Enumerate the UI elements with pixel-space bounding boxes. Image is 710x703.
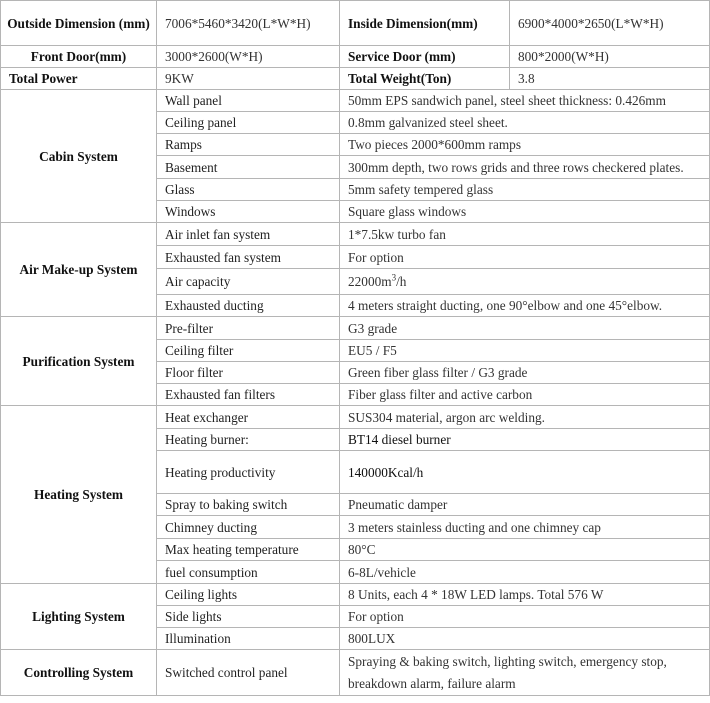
row-label: Ceiling panel xyxy=(157,112,340,134)
row-label: Heating productivity xyxy=(157,451,340,494)
table-row xyxy=(1,223,710,246)
service-door-label: Service Door (mm) xyxy=(340,46,510,68)
row-value: SUS304 material, argon arc welding. xyxy=(340,406,710,429)
row-label: Heating burner: xyxy=(157,429,340,451)
row-value: G3 grade xyxy=(340,317,710,340)
row-value: 140000Kcal/h xyxy=(340,451,710,494)
row-value: Pneumatic damper xyxy=(340,494,710,516)
air-capacity-exponent: 3 xyxy=(391,272,397,283)
row-label: Exhausted fan system xyxy=(157,246,340,269)
row-value: For option xyxy=(340,606,710,628)
section-title-heating: Heating System xyxy=(1,406,157,584)
row-value: 80°C xyxy=(340,539,710,561)
inside-dimension-value: 6900*4000*2650(L*W*H) xyxy=(510,1,710,46)
row-value: 0.8mm galvanized steel sheet. xyxy=(340,112,710,134)
table-row xyxy=(1,46,710,68)
row-label: Exhausted ducting xyxy=(157,295,340,317)
row-label: Ramps xyxy=(157,134,340,156)
row-value: Square glass windows xyxy=(340,201,710,223)
row-label: Max heating temperature xyxy=(157,539,340,561)
section-title-lighting: Lighting System xyxy=(1,584,157,650)
row-value: Spraying & baking switch, lighting switch, emergency stop, breakdown alarm, failure alarm xyxy=(340,650,710,696)
section-title-cabin: Cabin System xyxy=(1,90,157,223)
row-label: Windows xyxy=(157,201,340,223)
table-row xyxy=(1,1,710,46)
row-value: 1*7.5kw turbo fan xyxy=(340,223,710,246)
table-row xyxy=(1,90,710,112)
row-label: Wall panel xyxy=(157,90,340,112)
front-door-label: Front Door(mm) xyxy=(1,46,157,68)
row-value: 300mm depth, two rows grids and three rows checkered plates. xyxy=(340,156,710,179)
row-value-air-capacity xyxy=(340,269,710,295)
row-label: Floor filter xyxy=(157,362,340,384)
total-power-label: Total Power xyxy=(1,68,157,90)
table-row xyxy=(1,68,710,90)
front-door-value: 3000*2600(W*H) xyxy=(157,46,340,68)
row-label: Illumination xyxy=(157,628,340,650)
row-value: 6-8L/vehicle xyxy=(340,561,710,584)
table-row xyxy=(1,584,710,606)
table-row xyxy=(1,317,710,340)
row-label: Glass xyxy=(157,179,340,201)
row-label: Basement xyxy=(157,156,340,179)
row-label: Pre-filter xyxy=(157,317,340,340)
row-value: BT14 diesel burner xyxy=(340,429,710,451)
outside-dimension-label: Outside Dimension (mm) xyxy=(1,1,157,46)
inside-dimension-label: Inside Dimension(mm) xyxy=(340,1,510,46)
row-label: Air capacity xyxy=(157,269,340,295)
total-weight-label: Total Weight(Ton) xyxy=(340,68,510,90)
row-label: fuel consumption xyxy=(157,561,340,584)
row-value: For option xyxy=(340,246,710,269)
row-value: Fiber glass filter and active carbon xyxy=(340,384,710,406)
row-label: Switched control panel xyxy=(157,650,340,696)
outside-dimension-value: 7006*5460*3420(L*W*H) xyxy=(157,1,340,46)
row-value: 800LUX xyxy=(340,628,710,650)
row-value: 3 meters stainless ducting and one chimney cap xyxy=(340,516,710,539)
row-value: Two pieces 2000*600mm ramps xyxy=(340,134,710,156)
air-capacity-number: 22000m xyxy=(348,274,392,289)
table-row xyxy=(1,650,710,696)
service-door-value: 800*2000(W*H) xyxy=(510,46,710,68)
row-value: 50mm EPS sandwich panel, steel sheet thickness: 0.426mm xyxy=(340,90,710,112)
section-title-controlling: Controlling System xyxy=(1,650,157,696)
row-label: Ceiling filter xyxy=(157,340,340,362)
row-label: Chimney ducting xyxy=(157,516,340,539)
table-row xyxy=(1,406,710,429)
section-title-purification: Purification System xyxy=(1,317,157,406)
row-label: Air inlet fan system xyxy=(157,223,340,246)
row-value: 4 meters straight ducting, one 90°elbow and one 45°elbow. xyxy=(340,295,710,317)
total-weight-value: 3.8 xyxy=(510,68,710,90)
row-label: Side lights xyxy=(157,606,340,628)
row-value: Green fiber glass filter / G3 grade xyxy=(340,362,710,384)
row-label: Ceiling lights xyxy=(157,584,340,606)
row-value: 8 Units, each 4 * 18W LED lamps. Total 576 W xyxy=(340,584,710,606)
row-value: EU5 / F5 xyxy=(340,340,710,362)
section-title-air: Air Make-up System xyxy=(1,223,157,317)
air-capacity-unit: /h xyxy=(396,274,407,289)
row-value: 5mm safety tempered glass xyxy=(340,179,710,201)
row-label: Heat exchanger xyxy=(157,406,340,429)
row-label: Spray to baking switch xyxy=(157,494,340,516)
total-power-value: 9KW xyxy=(157,68,340,90)
row-label: Exhausted fan filters xyxy=(157,384,340,406)
